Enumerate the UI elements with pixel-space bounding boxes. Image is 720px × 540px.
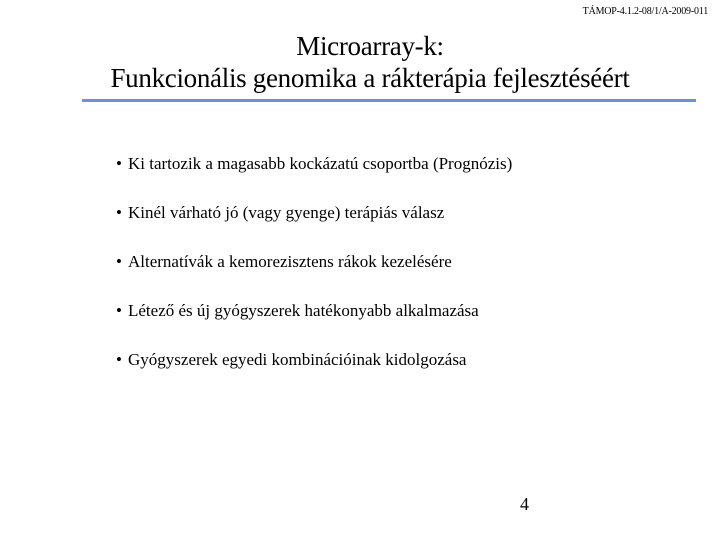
bullet-text: Gyógyszerek egyedi kombinációinak kidolgozása	[128, 350, 467, 369]
bullet-item-prognosis	[116, 152, 512, 201]
title-underline-divider	[82, 99, 696, 102]
slide-title	[0, 30, 720, 94]
slide-title-line-2: Funkcionális genomika a rákterápia fejlesztéséért	[110, 63, 630, 93]
bullet-item-therapy-response	[116, 201, 512, 250]
slide-title-line-1: Microarray-k:	[296, 31, 444, 61]
bullet-item-drug-efficiency	[116, 299, 512, 348]
bullet-text: Alternatívák a kemorezisztens rákok kezelésére	[128, 252, 452, 271]
bullet-list	[116, 152, 512, 397]
header-project-code: TÁMOP-4.1.2-08/1/A-2009-011	[582, 6, 708, 17]
bullet-mark: •	[116, 301, 122, 320]
bullet-text: Ki tartozik a magasabb kockázatú csoportba (Prognózis)	[128, 154, 513, 173]
bullet-mark: •	[116, 350, 122, 369]
bullet-mark: •	[116, 154, 122, 173]
bullet-item-drug-combinations	[116, 348, 512, 397]
bullet-text: Kinél várható jó (vagy gyenge) terápiás válasz	[128, 203, 445, 222]
bullet-mark: •	[116, 252, 122, 271]
bullet-item-alternatives	[116, 250, 512, 299]
bullet-mark: •	[116, 203, 122, 222]
page-number: 4	[520, 494, 529, 514]
bullet-text: Létező és új gyógyszerek hatékonyabb alkalmazása	[128, 301, 479, 320]
